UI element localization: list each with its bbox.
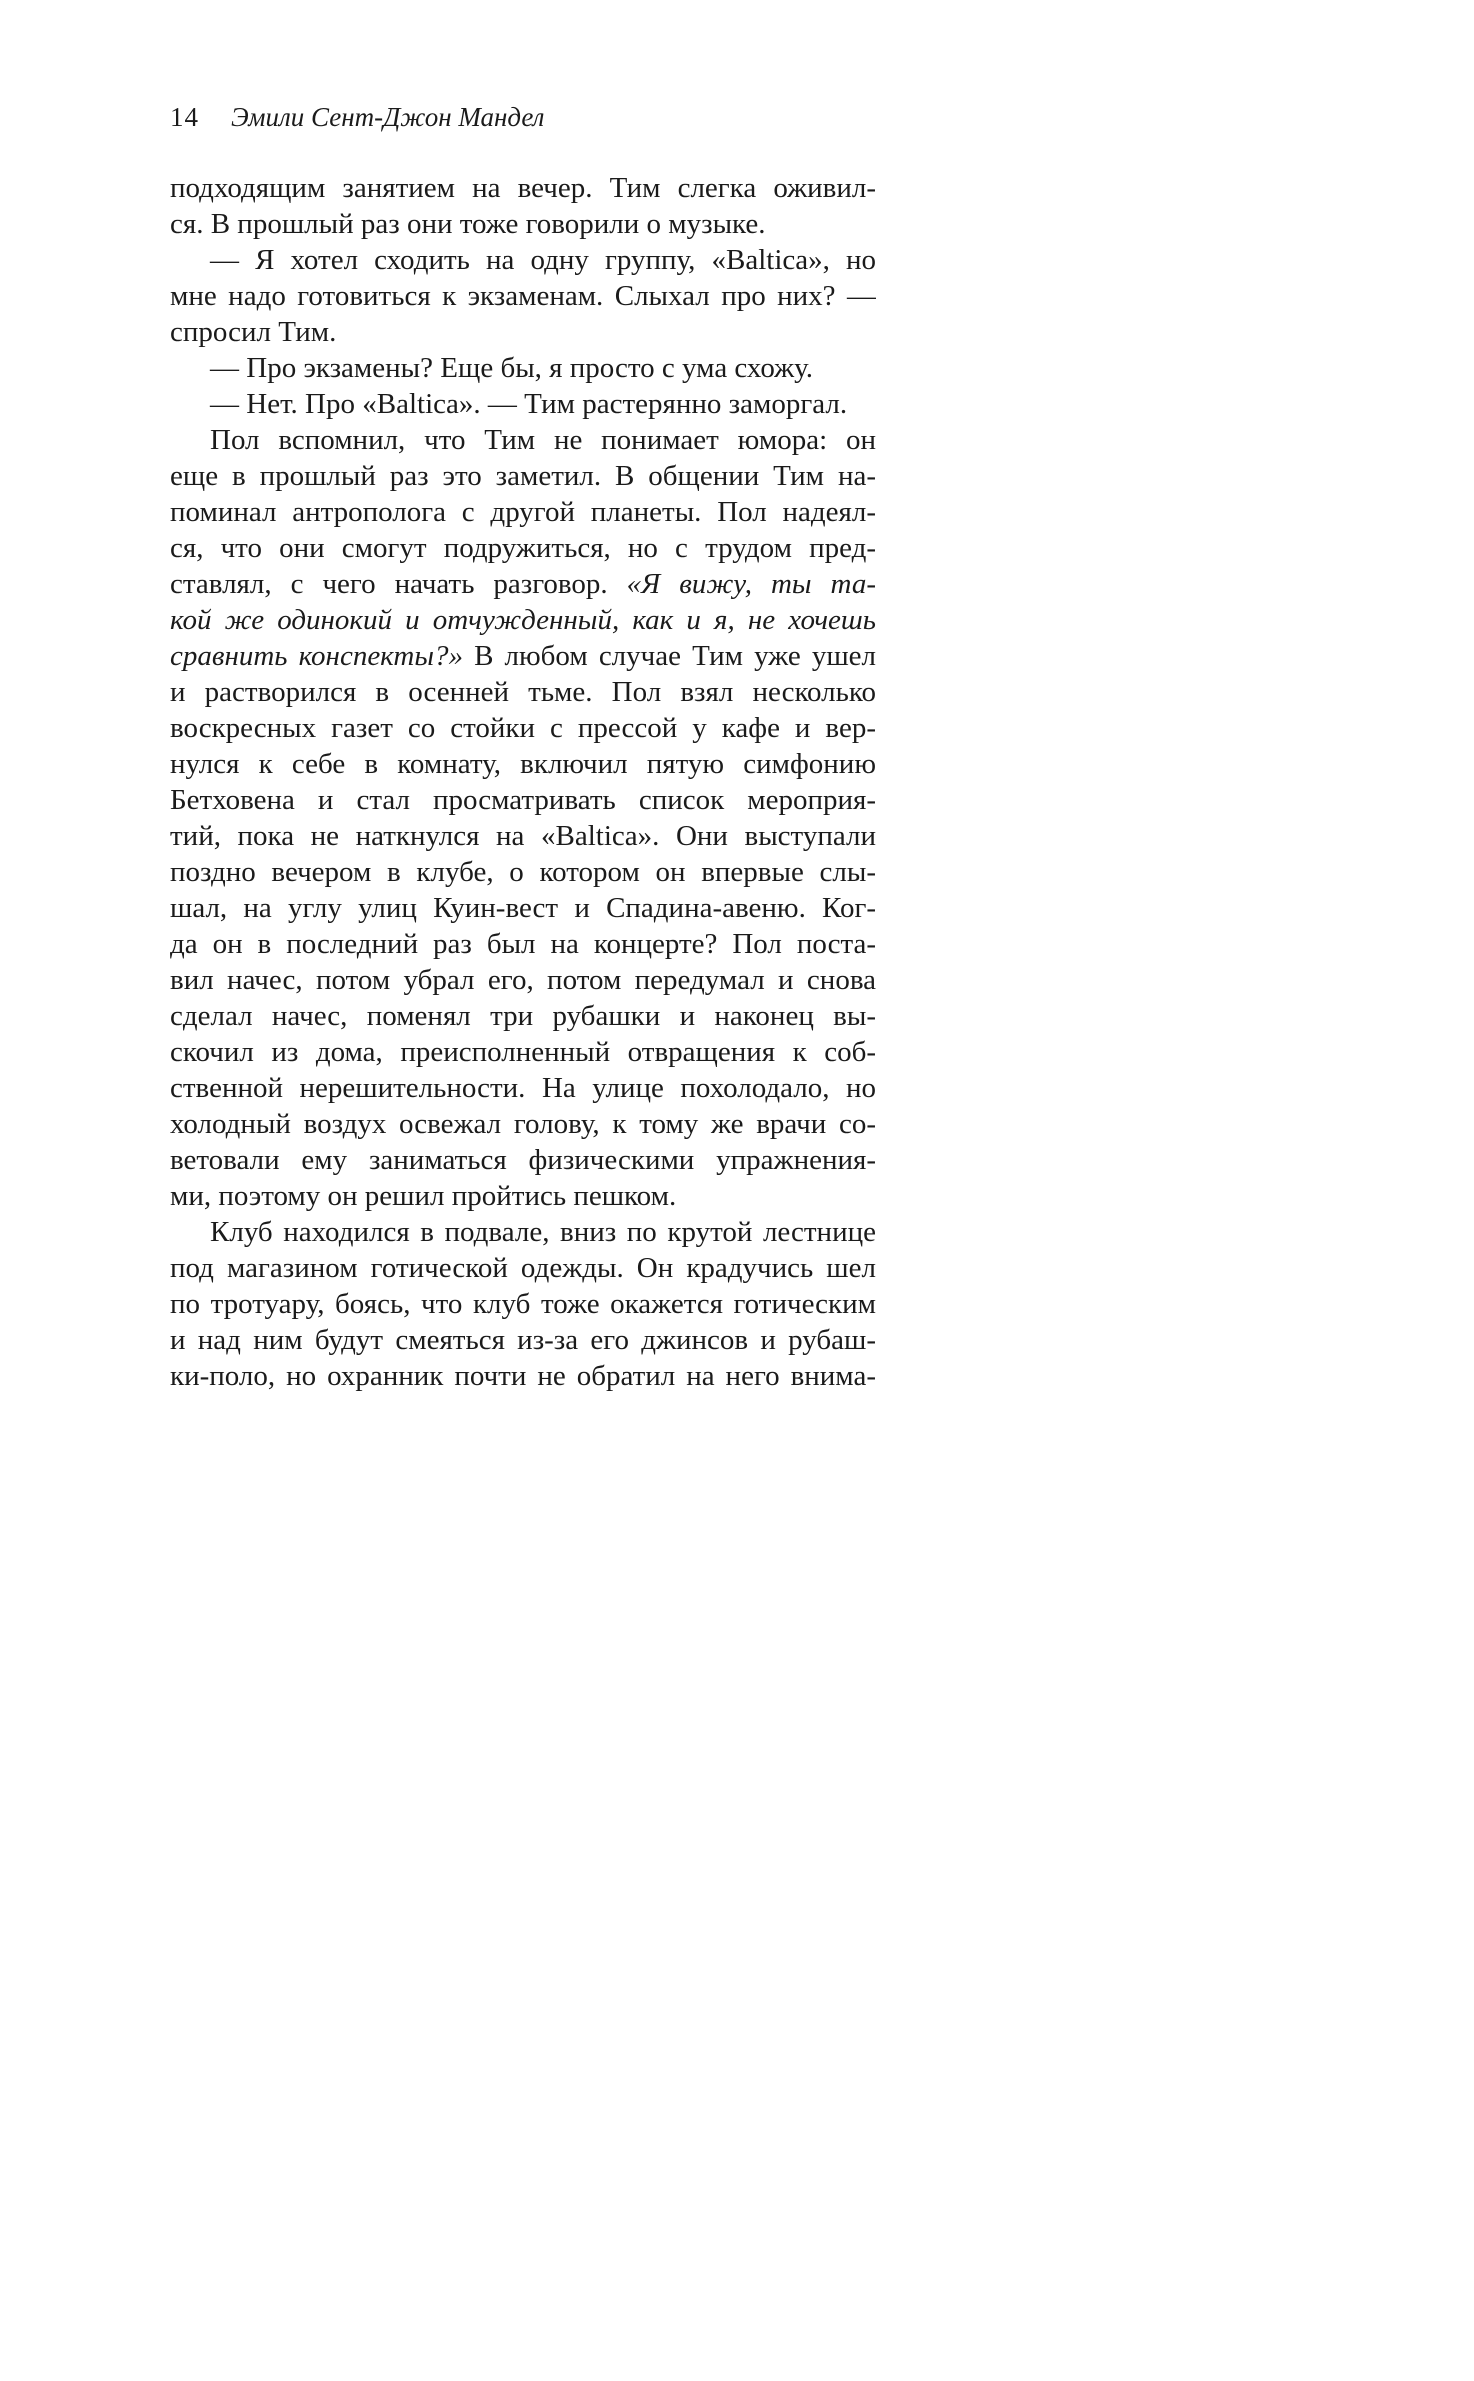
text-line: шал, на углу улиц Куин-вест и Спадина-авеню. Ког-	[170, 892, 876, 924]
text-line: сделал начес, поменял три рубашки и наконец вы-	[170, 1000, 876, 1032]
text-line: — Я хотел сходить на одну группу, «Baltica», но	[210, 244, 876, 276]
text-segment: ставлял, с чего начать разговор.	[170, 568, 627, 600]
paragraph	[170, 422, 876, 1214]
text-line: ся. В прошлый раз они тоже говорили о музыке.	[170, 208, 766, 240]
body-text	[170, 170, 876, 1394]
text-line: тий, пока не наткнулся на «Baltica». Они выступали	[170, 820, 876, 852]
text-line: воскресных газет со стойки с прессой у кафе и вер-	[170, 712, 876, 744]
text-line: Пол вспомнил, что Тим не понимает юмора: он	[210, 424, 876, 456]
text-segment-italic: «Я вижу, ты та-	[626, 568, 876, 600]
text-line: подходящим занятием на вечер. Тим слегка оживил-	[170, 172, 876, 204]
text-line: Бетховена и стал просматривать список мероприя-	[170, 784, 876, 816]
text-line: холодный воздух освежал голову, к тому же врачи со-	[170, 1108, 876, 1140]
text-segment-italic: кой же одинокий и отчужденный, как и я, не хочешь	[170, 604, 876, 636]
page-number: 14	[170, 102, 199, 132]
text-line: Клуб находился в подвале, вниз по крутой лестнице	[210, 1216, 876, 1248]
page-header	[170, 100, 544, 134]
text-line: по тротуару, боясь, что клуб тоже окажется готическим	[170, 1288, 876, 1320]
text-segment: В любом случае Тим уже ушел	[462, 640, 876, 672]
text-line: и над ним будут смеяться из-за его джинсов и рубаш-	[170, 1324, 876, 1356]
text-line: да он в последний раз был на концерте? Пол поста-	[170, 928, 876, 960]
text-line: под магазином готической одежды. Он крадучись шел	[170, 1252, 876, 1284]
paragraph	[170, 386, 876, 422]
text-line	[170, 638, 876, 674]
text-line: ся, что они смогут подружиться, но с трудом пред-	[170, 532, 876, 564]
text-line	[170, 566, 876, 602]
text-line: ки-поло, но охранник почти не обратил на него внима-	[170, 1360, 876, 1392]
running-title: Эмили Сент-Джон Мандел	[231, 102, 545, 132]
text-line: еще в прошлый раз это заметил. В общении Тим на-	[170, 460, 876, 492]
text-line: вил начес, потом убрал его, потом передумал и снова	[170, 964, 876, 996]
text-segment-italic: сравнить конспекты?»	[170, 640, 463, 672]
text-line: скочил из дома, преисполненный отвращения к соб-	[170, 1036, 876, 1068]
text-line: ственной нерешительности. На улице похолодало, но	[170, 1072, 876, 1104]
text-line: мне надо готовиться к экзаменам. Слыхал про них? —	[170, 280, 876, 312]
text-line: ми, поэтому он решил пройтись пешком.	[170, 1180, 677, 1212]
text-line	[170, 602, 876, 638]
paragraph	[170, 1214, 876, 1394]
text-line: спросил Тим.	[170, 316, 337, 348]
paragraph	[170, 350, 876, 386]
paragraph	[170, 242, 876, 350]
text-line: ветовали ему заниматься физическими упражнения-	[170, 1144, 876, 1176]
text-line: нулся к себе в комнату, включил пятую симфонию	[170, 748, 876, 780]
text-line: — Про экзамены? Еще бы, я просто с ума схожу.	[210, 352, 813, 384]
text-line: поминал антрополога с другой планеты. Пол надеял-	[170, 496, 876, 528]
text-line: и растворился в осенней тьме. Пол взял несколько	[170, 676, 876, 708]
text-line: поздно вечером в клубе, о котором он впервые слы-	[170, 856, 876, 888]
text-line: — Нет. Про «Baltica». — Тим растерянно заморгал.	[210, 388, 848, 420]
paragraph	[170, 170, 876, 242]
